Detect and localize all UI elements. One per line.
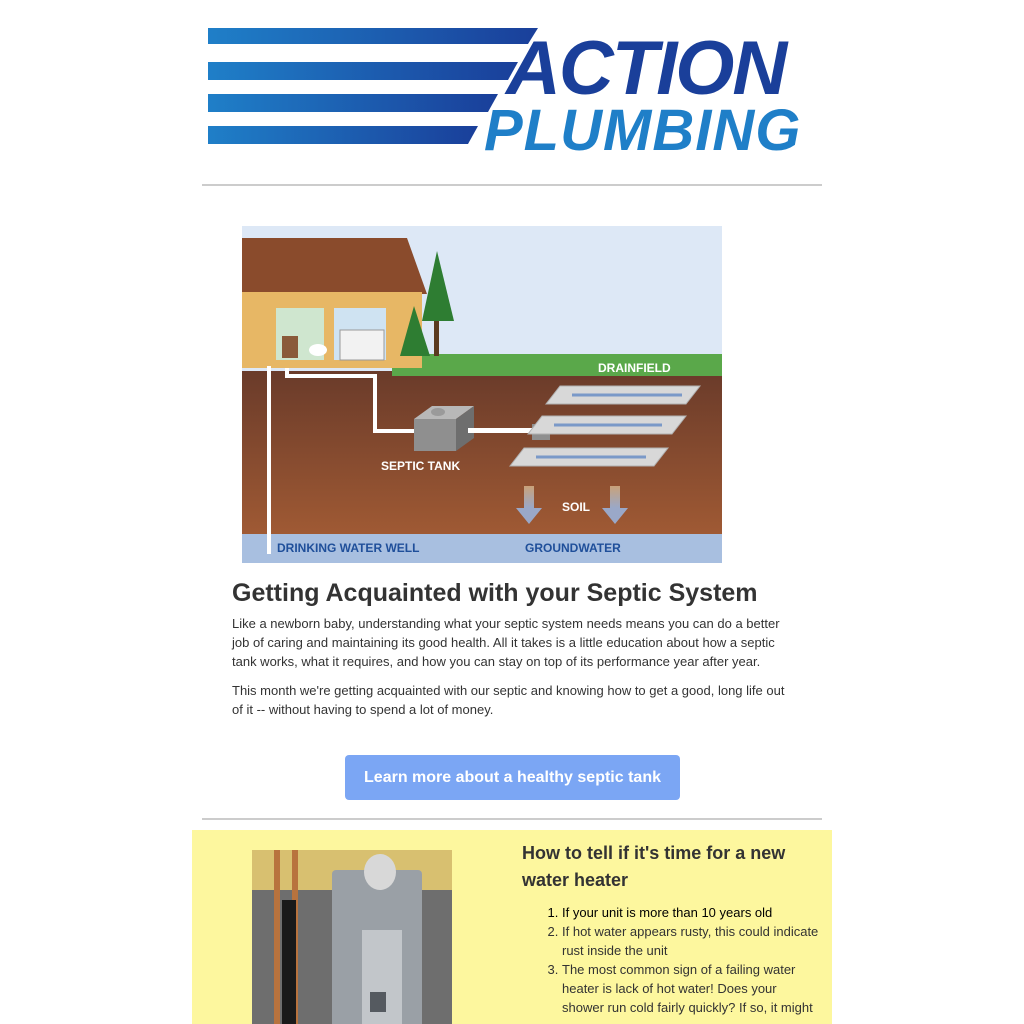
septic-system-diagram	[242, 226, 722, 563]
water-heater-photo	[252, 850, 452, 1024]
soil-label: SOIL	[562, 500, 591, 514]
drainfield-label: DRAINFIELD	[598, 361, 671, 375]
groundwater-label: GROUNDWATER	[525, 541, 621, 555]
logo-stripe	[208, 94, 498, 112]
article-section	[232, 576, 792, 729]
logo-stripe	[208, 62, 518, 80]
section-divider	[202, 818, 822, 820]
article-paragraph-1: Like a newborn baby, understanding what your septic system needs means you can do a better job of caring and maintaining its good health. All it takes is a little education about how a septic tank works, what it requires, and how you can stay on top of its performance year after year.	[232, 616, 780, 669]
article-title: Getting Acquainted with your Septic System	[232, 579, 758, 607]
water-heater-panel	[192, 830, 832, 1024]
water-heater-heading: How to tell if it's time for a new water heater	[522, 843, 786, 890]
drinking-water-well-label: DRINKING WATER WELL	[277, 541, 420, 555]
article-paragraph-2: This month we're getting acquainted with our septic and knowing how to get a good, long life out of it -- without having to spend a lot of money.	[232, 683, 785, 717]
list-item: 3. The most common sign of a failing water heater is lack of hot water! Does your shower run cold fairly quickly? If so, it might	[562, 960, 822, 1017]
logo-line2: PLUMBING	[484, 98, 802, 154]
action-plumbing-logo	[206, 24, 818, 154]
water-heater-tips	[522, 840, 822, 1017]
top-divider	[202, 184, 822, 186]
logo-line1: ACTION	[506, 26, 786, 111]
list-item: 1. If your unit is more than 10 years old	[562, 903, 822, 922]
logo-stripe	[208, 126, 478, 144]
logo-stripe	[208, 28, 538, 44]
learn-more-button[interactable]: Learn more about a healthy septic tank	[345, 755, 680, 800]
list-item: 2. If hot water appears rusty, this could indicate rust inside the unit	[562, 922, 822, 960]
water-heater-list	[562, 903, 822, 1017]
septic-tank-label: SEPTIC TANK	[381, 459, 461, 473]
